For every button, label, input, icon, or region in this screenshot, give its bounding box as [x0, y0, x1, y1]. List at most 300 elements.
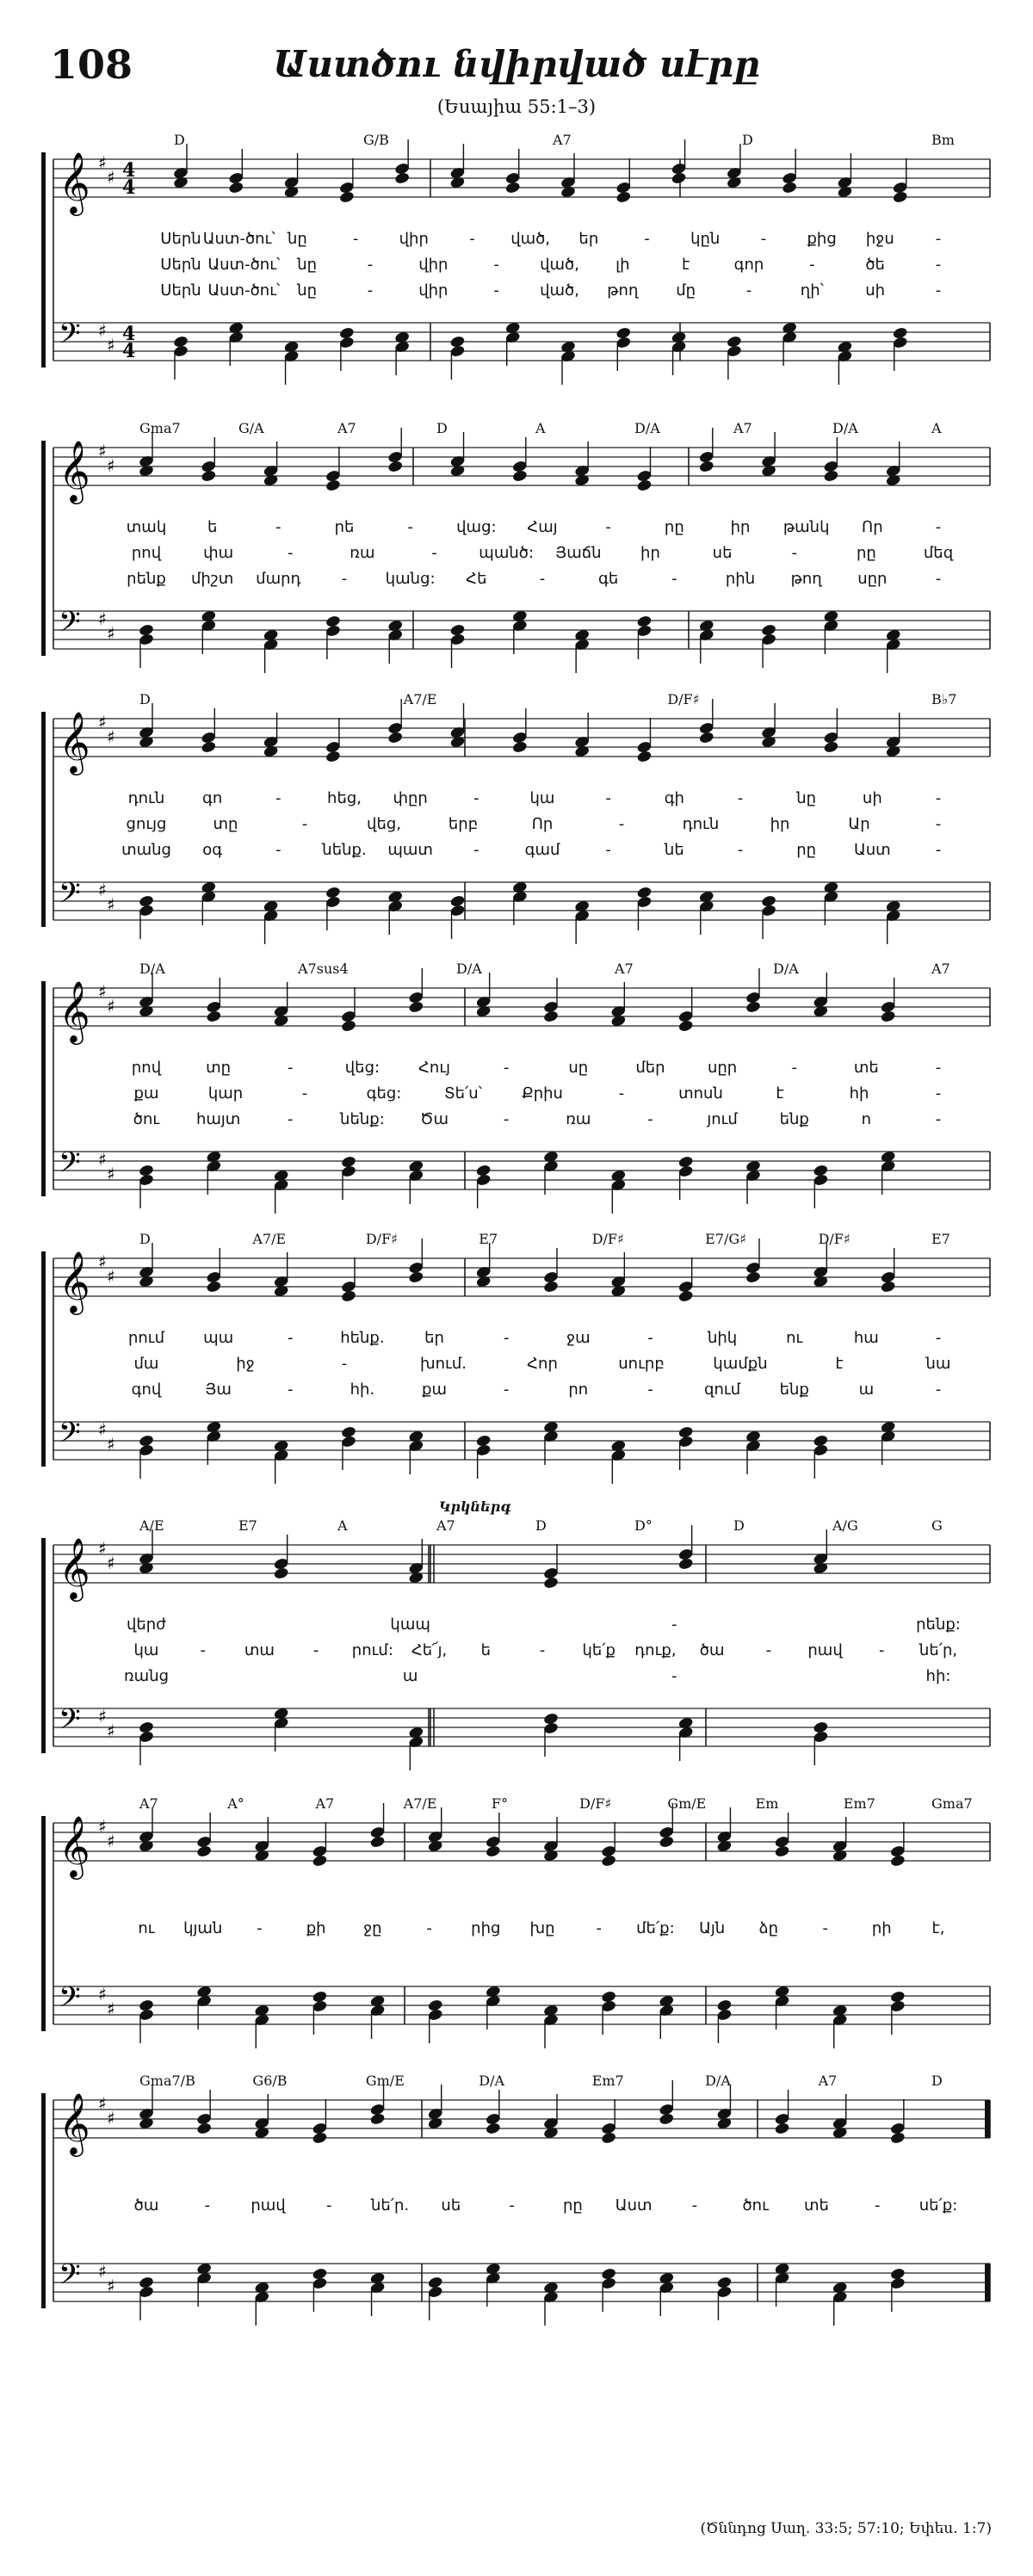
lyric-syllable: պա: [203, 1329, 234, 1347]
svg-text:♯: ♯: [98, 2261, 107, 2282]
lyric-syllable: օգ: [202, 841, 223, 859]
lyric-syllable: վեց:: [344, 1059, 380, 1077]
lyric-syllable: իր: [640, 544, 660, 562]
lyric-syllable: -: [326, 2196, 332, 2215]
chord-symbol: G/B: [363, 132, 389, 148]
lyric-syllable: Սերն: [160, 281, 201, 300]
lyric-syllable: -: [503, 1381, 510, 1399]
lyric-syllable: -: [407, 518, 413, 536]
lyric-syllable: -: [935, 570, 942, 588]
chord-symbol: D: [733, 1517, 745, 1534]
svg-text:4: 4: [122, 176, 136, 199]
lyric-syllable: րը: [796, 841, 817, 859]
lyric-syllable: Ար: [848, 815, 870, 833]
music-system: [0, 133, 1033, 417]
lyric-syllable: ռա: [566, 1110, 591, 1128]
lyric-syllable: ծե: [865, 256, 885, 274]
lyric-syllable: հայտ: [195, 1110, 241, 1128]
lyric-syllable: -: [200, 1641, 206, 1659]
svg-text:♯: ♯: [98, 2093, 107, 2114]
lyric-syllable: րով: [131, 1059, 162, 1077]
chord-symbol: D/F♯: [365, 1231, 398, 1247]
lyric-syllable: է: [835, 1355, 844, 1373]
lyric-syllable: -: [288, 1110, 294, 1128]
lyric-syllable: եր: [578, 230, 599, 248]
lyric-syllable: Այն: [699, 1919, 726, 1937]
lyric-syllable: ջա: [566, 1329, 591, 1347]
lyric-syllable: րենք: [127, 570, 166, 588]
lyric-syllable: -: [935, 841, 942, 859]
chord-symbol: E7/G♯: [705, 1231, 746, 1247]
lyric-syllable: տե: [853, 1059, 879, 1077]
chord-symbol: Gma7: [931, 1795, 973, 1812]
lyric-syllable: -: [809, 256, 815, 274]
lyric-syllable: -: [431, 544, 437, 562]
chord-symbol: E7: [238, 1517, 257, 1534]
lyric-syllable: -: [539, 570, 546, 588]
lyric-syllable: -: [367, 256, 374, 274]
lyric-syllable: Հոր: [527, 1355, 558, 1373]
lyric-syllable: սե: [712, 544, 733, 562]
lyric-syllable: կա: [529, 789, 555, 807]
chord-symbol: A7: [818, 2073, 838, 2089]
lyric-syllable: -: [874, 2196, 881, 2215]
lyric-syllable: նը: [287, 230, 307, 248]
lyric-syllable: իջ: [236, 1355, 255, 1373]
lyric-syllable: մարդ: [256, 570, 301, 588]
svg-text:♯: ♯: [107, 167, 115, 188]
lyric-syllable: -: [288, 1381, 294, 1399]
svg-text:♯: ♯: [107, 1553, 115, 1573]
lyric-syllable: րե: [334, 518, 355, 536]
lyric-syllable: ռա: [349, 544, 375, 562]
lyric-syllable: է,: [931, 1919, 945, 1937]
lyric-syllable: թանկ: [782, 518, 830, 536]
chord-symbol: D/A: [139, 961, 165, 977]
lyric-syllable: Յաճն: [555, 544, 602, 562]
lyric-syllable: միշտ: [190, 570, 234, 588]
chord-symbol: D/F♯: [591, 1231, 624, 1247]
music-system: [0, 422, 1033, 706]
lyric-syllable: ա: [858, 1381, 875, 1399]
lyric-syllable: ձը: [758, 1919, 779, 1937]
svg-text:𝄞: 𝄞: [59, 979, 90, 1042]
lyric-syllable: իր: [770, 815, 790, 833]
lyric-syllable: -: [935, 1084, 942, 1103]
lyric-syllable: սըր: [707, 1059, 738, 1077]
lyric-syllable: -: [493, 281, 499, 300]
lyric-syllable: ված,: [510, 230, 551, 248]
svg-text:♯: ♯: [107, 996, 115, 1016]
svg-text:♯: ♯: [98, 1419, 107, 1440]
chord-symbol: D: [139, 1231, 151, 1247]
lyric-syllable: -: [352, 230, 359, 248]
lyric-syllable: թող: [607, 281, 639, 300]
chord-symbol: Bm: [931, 132, 955, 148]
lyric-syllable: կա: [133, 1641, 159, 1659]
lyric-syllable: րը: [562, 2196, 583, 2215]
chord-symbol: Gm/E: [365, 2073, 405, 2089]
staff-lines: [0, 693, 1033, 985]
svg-text:♯: ♯: [98, 1251, 107, 1272]
staff-lines: [0, 1797, 1033, 2090]
music-system: [0, 962, 1033, 1246]
svg-text:♯: ♯: [98, 981, 107, 1002]
scripture-reference: (Եսայիա 55:1–3): [436, 96, 597, 117]
lyric-syllable: -: [596, 1919, 602, 1937]
lyric-syllable: սի: [862, 789, 882, 807]
chord-symbol: A7: [733, 420, 752, 436]
lyric-syllable: ծու: [133, 1110, 160, 1128]
lyric-syllable: րով: [131, 544, 162, 562]
svg-text:4: 4: [122, 340, 136, 362]
lyric-syllable: Աստ-ծու՝: [207, 256, 281, 274]
lyric-syllable: Աստ: [615, 2196, 653, 2215]
lyric-syllable: -: [671, 1615, 677, 1634]
svg-text:4: 4: [122, 159, 136, 182]
chord-symbol: A: [535, 420, 546, 436]
lyric-syllable: -: [503, 1110, 510, 1128]
lyric-syllable: -: [473, 841, 479, 859]
lyric-syllable: -: [822, 1919, 828, 1937]
svg-text:♯: ♯: [107, 894, 115, 915]
lyric-syllable: տանց: [121, 841, 171, 859]
lyric-syllable: քի: [306, 1919, 326, 1937]
lyric-syllable: -: [737, 841, 744, 859]
lyric-syllable: մա: [133, 1355, 159, 1373]
lyric-syllable: Քրիս: [522, 1084, 563, 1103]
lyric-syllable: վիր: [418, 281, 448, 300]
lyric-syllable: րենք:: [916, 1615, 961, 1634]
lyric-syllable: րո: [568, 1381, 589, 1399]
lyric-syllable: տա: [244, 1641, 275, 1659]
lyric-syllable: Որ: [862, 518, 883, 536]
staff-lines: [0, 2074, 1033, 2367]
lyric-syllable: ա: [402, 1667, 418, 1685]
lyric-syllable: -: [341, 1355, 348, 1373]
lyric-syllable: մը: [676, 281, 696, 300]
svg-text:𝄢: 𝄢: [59, 318, 81, 357]
lyric-syllable: տոսն: [678, 1084, 723, 1103]
svg-text:♯: ♯: [107, 623, 115, 644]
lyric-syllable: գեց:: [366, 1084, 402, 1103]
lyric-syllable: Սերն: [160, 256, 201, 274]
staff-lines: [0, 422, 1033, 714]
lyric-syllable: -: [647, 1110, 653, 1128]
chord-symbol: D/A: [456, 961, 482, 977]
lyric-syllable: ե: [207, 518, 218, 536]
lyric-syllable: ջը: [363, 1919, 382, 1937]
chord-symbol: D/F♯: [579, 1795, 612, 1812]
refrain-marker: Կրկներգ: [439, 1498, 511, 1515]
svg-text:𝄢: 𝄢: [59, 1981, 81, 2021]
lyric-syllable: ենք: [779, 1110, 809, 1128]
lyric-syllable: ե: [480, 1641, 491, 1659]
svg-text:𝄢: 𝄢: [59, 1417, 81, 1456]
lyric-syllable: նը: [297, 256, 318, 274]
lyric-syllable: պատ: [387, 841, 433, 859]
chord-symbol: A7: [337, 420, 356, 436]
lyric-syllable: Հե՜յ,: [411, 1641, 448, 1659]
lyric-syllable: տակ: [126, 518, 167, 536]
lyric-syllable: Տե՛ս՝: [443, 1084, 483, 1103]
lyric-syllable: գե: [598, 570, 619, 588]
lyric-syllable: րում:: [351, 1641, 393, 1659]
lyric-syllable: կե՛ք: [582, 1641, 615, 1659]
lyric-syllable: -: [618, 1084, 625, 1103]
chord-symbol: A: [337, 1517, 348, 1534]
music-system: [0, 2074, 1033, 2358]
chord-symbol: G/A: [238, 420, 264, 436]
lyric-syllable: կար: [207, 1084, 244, 1103]
lyric-syllable: նը: [796, 789, 817, 807]
lyric-syllable: -: [644, 230, 650, 248]
lyric-syllable: մե՛ք:: [636, 1919, 675, 1937]
lyric-syllable: -: [647, 1329, 653, 1347]
lyric-syllable: -: [935, 789, 942, 807]
lyric-syllable: -: [605, 841, 611, 859]
svg-text:♯: ♯: [107, 335, 115, 355]
lyric-syllable: -: [605, 518, 611, 536]
svg-text:4: 4: [122, 323, 136, 345]
lyric-syllable: րում: [127, 1329, 165, 1347]
lyric-syllable: Աստ-ծու՝: [202, 230, 275, 248]
svg-text:𝄞: 𝄞: [59, 1250, 90, 1313]
chord-symbol: D/F♯: [667, 691, 700, 707]
chord-symbol: A/G: [832, 1517, 858, 1534]
lyric-syllable: ո: [861, 1110, 872, 1128]
lyric-syllable: Հե: [466, 570, 487, 588]
lyric-syllable: գով: [131, 1381, 162, 1399]
hymn-number: 108: [50, 41, 133, 88]
lyric-syllable: հի: [849, 1084, 869, 1103]
svg-text:♯: ♯: [98, 1538, 107, 1559]
lyric-syllable: -: [275, 518, 281, 536]
svg-text:𝄢: 𝄢: [59, 2258, 81, 2298]
lyric-syllable: լի: [615, 256, 630, 274]
lyric-syllable: պանծ:: [479, 544, 535, 562]
lyric-syllable: սուրբ: [618, 1355, 665, 1373]
lyric-syllable: րի: [871, 1919, 892, 1937]
svg-text:♯: ♯: [107, 1720, 115, 1741]
lyric-syllable: -: [503, 1329, 510, 1347]
lyric-syllable: դուք,: [634, 1641, 677, 1659]
lyric-syllable: -: [312, 1641, 319, 1659]
music-system: [0, 1498, 1033, 1803]
lyric-syllable: տը: [213, 815, 238, 833]
lyric-syllable: -: [647, 1381, 653, 1399]
lyric-syllable: նե՛ր,: [919, 1641, 958, 1659]
lyric-syllable: սե՛ք:: [919, 2196, 958, 2215]
chord-symbol: Em7: [591, 2073, 624, 2089]
lyric-syllable: րավ: [251, 2196, 286, 2215]
svg-text:♯: ♯: [98, 320, 107, 341]
lyric-syllable: -: [618, 815, 625, 833]
svg-text:♯: ♯: [107, 2276, 115, 2296]
chord-symbol: D°: [634, 1517, 653, 1534]
svg-text:𝄞: 𝄞: [59, 1536, 90, 1599]
lyric-syllable: թող: [790, 570, 822, 588]
svg-text:♯: ♯: [98, 608, 107, 629]
lyric-syllable: խը: [529, 1919, 555, 1937]
svg-text:𝄢: 𝄢: [59, 877, 81, 917]
chord-symbol: D: [139, 691, 151, 707]
lyric-syllable: ու: [138, 1919, 155, 1937]
svg-text:♯: ♯: [98, 880, 107, 900]
svg-text:♯: ♯: [107, 455, 115, 476]
lyric-syllable: րը: [856, 544, 876, 562]
lyric-syllable: Հույ: [418, 1059, 451, 1077]
music-system: [0, 693, 1033, 977]
svg-text:♯: ♯: [107, 1998, 115, 2019]
lyric-syllable: Որ: [531, 815, 554, 833]
lyric-syllable: վիր: [399, 230, 429, 248]
lyric-syllable: տը: [206, 1059, 232, 1077]
lyric-syllable: -: [275, 789, 281, 807]
lyric-syllable: հի:: [925, 1667, 951, 1685]
lyric-syllable: -: [935, 1059, 942, 1077]
lyric-syllable: մեզ: [923, 544, 954, 562]
lyric-syllable: նենք:: [340, 1110, 385, 1128]
lyric-syllable: -: [691, 2196, 698, 2215]
svg-text:𝄢: 𝄢: [59, 1146, 81, 1186]
chord-symbol: D: [535, 1517, 547, 1534]
lyric-syllable: ծա: [133, 2196, 159, 2215]
svg-text:♯: ♯: [98, 441, 107, 461]
lyric-syllable: ված,: [540, 256, 579, 274]
lyric-syllable: գո: [202, 789, 223, 807]
lyric-syllable: -: [935, 256, 942, 274]
lyric-syllable: փըր: [393, 789, 428, 807]
lyric-syllable: ծա: [699, 1641, 725, 1659]
lyric-syllable: է: [682, 256, 690, 274]
svg-text:♯: ♯: [107, 726, 115, 747]
chord-symbol: A: [931, 420, 942, 436]
lyric-syllable: սի: [865, 281, 886, 300]
lyric-syllable: նիկ: [707, 1329, 738, 1347]
lyric-syllable: -: [791, 1059, 797, 1077]
lyric-syllable: գոր: [733, 256, 764, 274]
lyric-syllable: հի.: [349, 1381, 375, 1399]
lyric-syllable: -: [671, 1667, 677, 1685]
staff-lines: [0, 133, 1033, 426]
chord-symbol: A7: [139, 1795, 158, 1812]
chord-symbol: F°: [491, 1795, 508, 1812]
lyric-syllable: դուն: [682, 815, 720, 833]
svg-text:𝄞: 𝄞: [59, 151, 90, 213]
lyric-syllable: ենք: [779, 1381, 809, 1399]
lyric-syllable: կամքն: [713, 1355, 768, 1373]
chord-symbol: A7/E: [403, 691, 437, 707]
staff-lines: [0, 1232, 1033, 1525]
lyric-syllable: երբ: [448, 815, 479, 833]
svg-text:𝄞: 𝄞: [59, 1814, 90, 1877]
lyric-syllable: -: [935, 230, 942, 248]
lyric-syllable: մեր: [635, 1059, 665, 1077]
lyric-syllable: -: [301, 815, 308, 833]
svg-text:♯: ♯: [98, 1984, 107, 2005]
lyric-syllable: -: [935, 1329, 942, 1347]
music-system: [0, 1232, 1033, 1517]
lyric-syllable: -: [935, 1381, 942, 1399]
lyric-syllable: զում: [704, 1381, 741, 1399]
lyric-syllable: կյան: [183, 1919, 223, 1937]
lyric-syllable: Աստ: [853, 841, 891, 859]
lyric-syllable: վիր: [418, 256, 448, 274]
lyric-syllable: տե: [803, 2196, 829, 2215]
chord-symbol: Gma7/B: [139, 2073, 195, 2089]
lyric-syllable: նենք.: [322, 841, 367, 859]
lyric-syllable: րից: [471, 1919, 501, 1937]
svg-text:♯: ♯: [98, 152, 107, 173]
lyric-syllable: Ծա: [419, 1110, 449, 1128]
staff-lines: [0, 962, 1033, 1255]
lyric-syllable: -: [288, 1059, 294, 1077]
lyric-syllable: -: [426, 1919, 432, 1937]
chord-symbol: D: [174, 132, 185, 148]
lyric-syllable: ծու: [742, 2196, 769, 2215]
lyric-syllable: նը: [297, 281, 318, 300]
lyric-syllable: քից: [807, 230, 837, 248]
lyric-syllable: եր: [424, 1329, 444, 1347]
lyric-syllable: նե՛ր.: [370, 2196, 410, 2215]
lyric-syllable: ռանց: [123, 1667, 170, 1685]
lyric-syllable: -: [935, 281, 942, 300]
lyric-syllable: է: [776, 1084, 784, 1103]
chord-symbol: Gm/E: [667, 1795, 707, 1812]
lyric-syllable: -: [275, 841, 281, 859]
lyric-syllable: -: [288, 544, 294, 562]
chord-symbol: Em7: [843, 1795, 875, 1812]
lyric-syllable: -: [760, 230, 767, 248]
chord-symbol: D/A: [832, 420, 858, 436]
chord-symbol: A7/E: [252, 1231, 287, 1247]
hymn-title: Աստծու նվիրված սէրը: [273, 43, 760, 85]
chord-symbol: A7sus4: [298, 961, 349, 977]
lyric-syllable: սը: [568, 1059, 589, 1077]
lyric-syllable: Հայ: [527, 518, 558, 536]
lyric-syllable: -: [204, 2196, 211, 2215]
chord-symbol: A7: [436, 1517, 455, 1534]
lyric-syllable: գի: [664, 789, 684, 807]
lyric-syllable: քա: [422, 1381, 448, 1399]
lyric-syllable: -: [469, 230, 475, 248]
lyric-syllable: -: [935, 1110, 942, 1128]
svg-text:𝄞: 𝄞: [59, 2091, 90, 2154]
lyric-syllable: խում.: [420, 1355, 467, 1373]
chord-symbol: G: [931, 1517, 943, 1534]
lyric-syllable: ղի՝: [800, 281, 824, 300]
lyric-syllable: Յա: [205, 1381, 232, 1399]
svg-text:♯: ♯: [107, 1164, 115, 1184]
lyric-syllable: յում: [707, 1110, 738, 1128]
svg-text:𝄢: 𝄢: [59, 606, 81, 646]
lyric-syllable: Աստ-ծու՝: [207, 281, 281, 300]
lyric-syllable: իր: [730, 518, 751, 536]
chord-symbol: B♭7: [931, 691, 957, 707]
lyric-syllable: նա: [925, 1355, 951, 1373]
chord-symbol: A7: [931, 961, 950, 977]
lyric-syllable: -: [301, 1084, 308, 1103]
chord-symbol: D/A: [705, 2073, 731, 2089]
lyric-syllable: -: [671, 570, 677, 588]
lyric-syllable: ու: [786, 1329, 803, 1347]
lyric-syllable: հենք.: [340, 1329, 385, 1347]
svg-text:♯: ♯: [107, 2108, 115, 2128]
svg-text:𝄞: 𝄞: [59, 710, 90, 773]
svg-text:𝄞: 𝄞: [59, 439, 90, 502]
chord-symbol: A7: [553, 132, 572, 148]
